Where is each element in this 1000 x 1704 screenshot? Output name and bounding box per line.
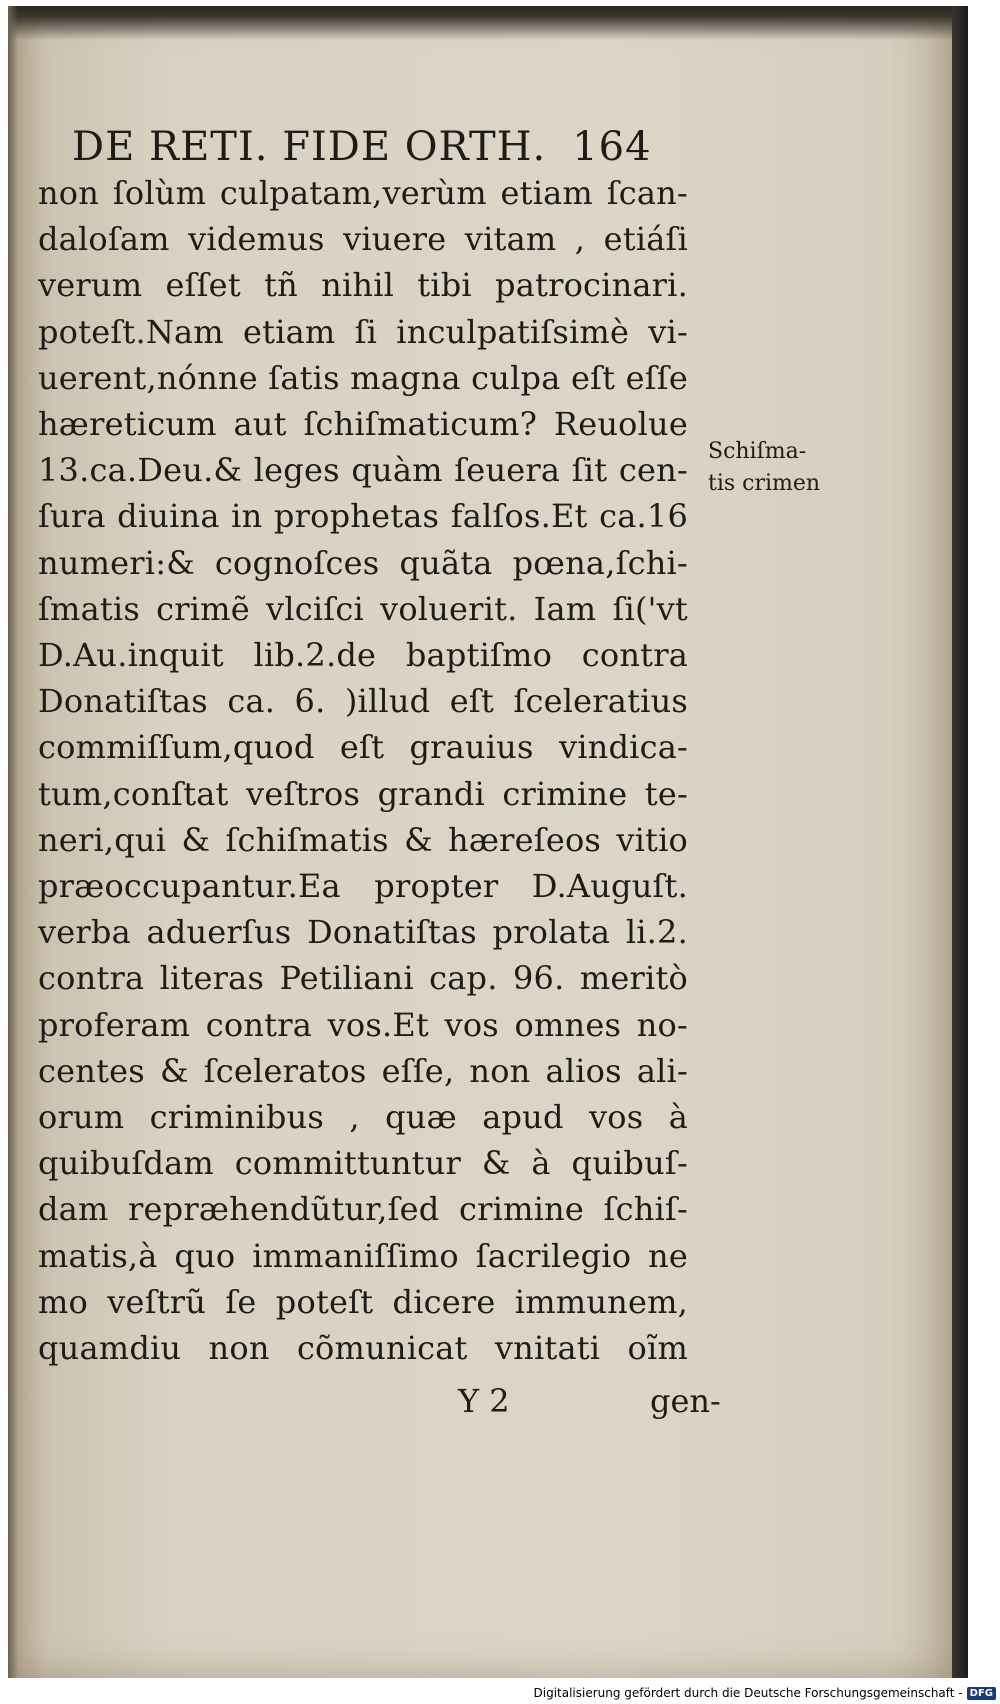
text-line: D.Au.inquit lib.2.de baptiſmo contra — [38, 636, 688, 675]
text-line: matis,à quo immaniſſimo ſacrilegio ne — [38, 1236, 688, 1275]
text-line: centes & ſceleratos eſſe, non alios ali- — [38, 1051, 688, 1090]
text-line: Donatiſtas ca. 6. )illud eſt ſceleratius — [38, 682, 688, 721]
text-line: præoccupantur.Ea propter D.Auguſt. — [38, 867, 688, 906]
text-line: non ſolùm culpatam,verùm etiam ſcan- — [38, 174, 688, 212]
credit-text: Digitalisierung gefördert durch die Deutsche Forschungsgemeinschaft - — [533, 1686, 963, 1700]
page-right-edge — [952, 6, 968, 1678]
text-line: verum eſſet tñ nihil tibi patrocinari. — [38, 266, 688, 305]
text-line: neri,qui & ſchiſmatis & hæreſeos vitio — [38, 820, 688, 859]
page-gutter-shadow — [8, 6, 18, 1678]
text-line: tum,conſtat veſtros grandi crimine te- — [38, 774, 688, 813]
text-line: proferam contra vos.Et vos omnes no- — [38, 1005, 688, 1044]
text-line: contra literas Petiliani cap. 96. meritò — [38, 959, 688, 998]
text-line: commiſſum,quod eſt grauius vindica- — [38, 728, 688, 767]
text-line: mo veſtrũ ſe poteſt dicere immunem, — [38, 1282, 688, 1321]
marginal-note — [708, 436, 820, 500]
text-line: numeri:& cognoſces quãta pœna,ſchi- — [38, 543, 688, 582]
text-line: daloſam videmus viuere vitam , etiáſi — [38, 220, 688, 259]
running-head-title: DE RETI. FIDE ORTH. — [72, 124, 547, 170]
text-line: 13.ca.Deu.& leges quàm ſeuera ſit cen- — [38, 451, 688, 490]
marginal-note-line: tis crimen — [708, 471, 821, 496]
catchword: gen- — [650, 1382, 721, 1420]
marginal-note-line: Schiſma- — [708, 439, 807, 464]
digitization-credit — [534, 1684, 997, 1702]
text-line: quibuſdam committuntur & à quibuſ- — [38, 1144, 688, 1183]
running-head — [72, 124, 652, 170]
book-page — [8, 6, 952, 1678]
text-line: quamdiu non cõmunicat vnitati oĩm — [38, 1329, 688, 1368]
page-top-shadow — [8, 6, 952, 40]
page-number: 164 — [572, 124, 652, 170]
dfg-logo-icon: DFG — [967, 1687, 996, 1700]
text-line: hæreticum aut ſchiſmaticum? Reuolue — [38, 405, 688, 444]
text-line: poteſt.Nam etiam ſi inculpatiſsimè vi- — [38, 312, 688, 351]
text-line: uerent,nónne ſatis magna culpa eſt eſſe — [38, 358, 688, 397]
body-text — [38, 170, 728, 1371]
text-line: verba aduerſus Donatiſtas prolata li.2. — [38, 913, 688, 952]
text-line: orum criminibus , quæ apud vos à — [38, 1098, 688, 1137]
text-line: ſmatis crimẽ vlciſci voluerit. Iam ſi('vt — [38, 589, 688, 628]
signature-mark: Y 2 — [458, 1382, 510, 1420]
text-line: dam repræhendũtur,ſed crimine ſchiſ- — [38, 1190, 688, 1229]
text-line: ſura diuina in prophetas falſos.Et ca.16 — [38, 497, 688, 536]
